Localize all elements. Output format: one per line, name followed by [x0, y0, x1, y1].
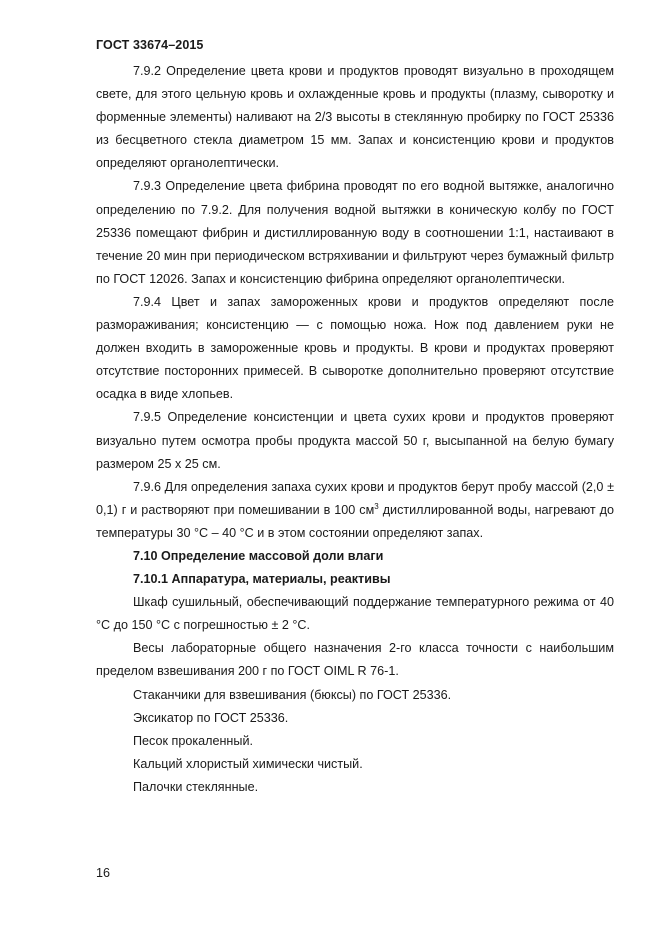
paragraph-7-9-4: 7.9.4 Цвет и запах замороженных крови и продуктов определяют после размораживания; консистенцию — с помощью ножа. Нож под давлением руки не должен входить в замороженные кровь и продукты. В крови и продуктах проверяют отсутствие посторонних примесей. В сыворотке дополнительно проверяют отсутствие осадка в виде хлопьев. [96, 294, 614, 402]
paragraph-drying-cabinet: Шкаф сушильный, обеспечивающий поддержание температурного режима от 40 °С до 150 °С с погрешностью ± 2 °С. [96, 595, 614, 633]
page-number: 16 [96, 866, 111, 880]
cubic-superscript: 3 [374, 501, 379, 511]
subsection-heading-7-10-1: 7.10.1 Аппаратура, материалы, реактивы [133, 572, 391, 587]
paragraph-7-9-6-part-a: 7.9.6 Для определения запаха сухих крови и продуктов берут пробу массой (2,0 ± 0,1) г и растворяют при помешивании в 100 см [96, 479, 614, 517]
paragraph-7-9-2: 7.9.2 Определение цвета крови и продуктов проводят визуально в проходящем свете, для этого цельную кровь и охлажденные кровь и продукты (плазму, сыворотку и форменные элементы) наливают на 2/3 высоты в стеклянную пробирку по ГОСТ 25336 из бесцветного стекла диаметром 15 мм. Запах и консистенцию крови и продуктов определяют органолептически. [96, 64, 614, 171]
paragraph-7-9-6 [96, 476, 614, 545]
document-header-code: ГОСТ 33674–2015 [96, 38, 204, 52]
list-item-calcined-sand: Песок прокаленный. [133, 733, 253, 748]
list-item-glass-rods: Палочки стеклянные. [133, 779, 259, 794]
list-item-calcium-chloride: Кальций хлористый химически чистый. [133, 756, 363, 771]
paragraph-7-9-5: 7.9.5 Определение консистенции и цвета сухих крови и продуктов проверяют визуально путем осмотра пробы продукта массой 50 г, высыпанной на белую бумагу размером 25 х 25 см. [96, 410, 614, 471]
paragraph-lab-scales: Весы лабораторные общего назначения 2-го класса точности с наибольшим пределом взвешивания 200 г по ГОСТ OIML R 76-1. [96, 641, 614, 679]
document-body [96, 60, 614, 799]
list-item-desiccator: Эксикатор по ГОСТ 25336. [133, 710, 289, 725]
list-item-weighing-cups: Стаканчики для взвешивания (бюксы) по ГОСТ 25336. [133, 687, 452, 702]
paragraph-7-9-6-part-b: дистиллированной воды, нагревают до температуры 30 °С – 40 °С и в этом состоянии определяют запах. [96, 502, 614, 540]
section-heading-7-10: 7.10 Определение массовой доли влаги [133, 548, 384, 563]
paragraph-7-9-3: 7.9.3 Определение цвета фибрина проводят по его водной вытяжке, аналогично определению по 7.9.2. Для получения водной вытяжки в коническую колбу по ГОСТ 25336 помещают фибрин и дистиллированную воду в соотношении 1:1, настаивают в течение 20 мин при периодическом встряхивании и фильтруют через бумажный фильтр по ГОСТ 12026. Запах и консистенцию фибрина определяют органолептически. [96, 179, 614, 286]
